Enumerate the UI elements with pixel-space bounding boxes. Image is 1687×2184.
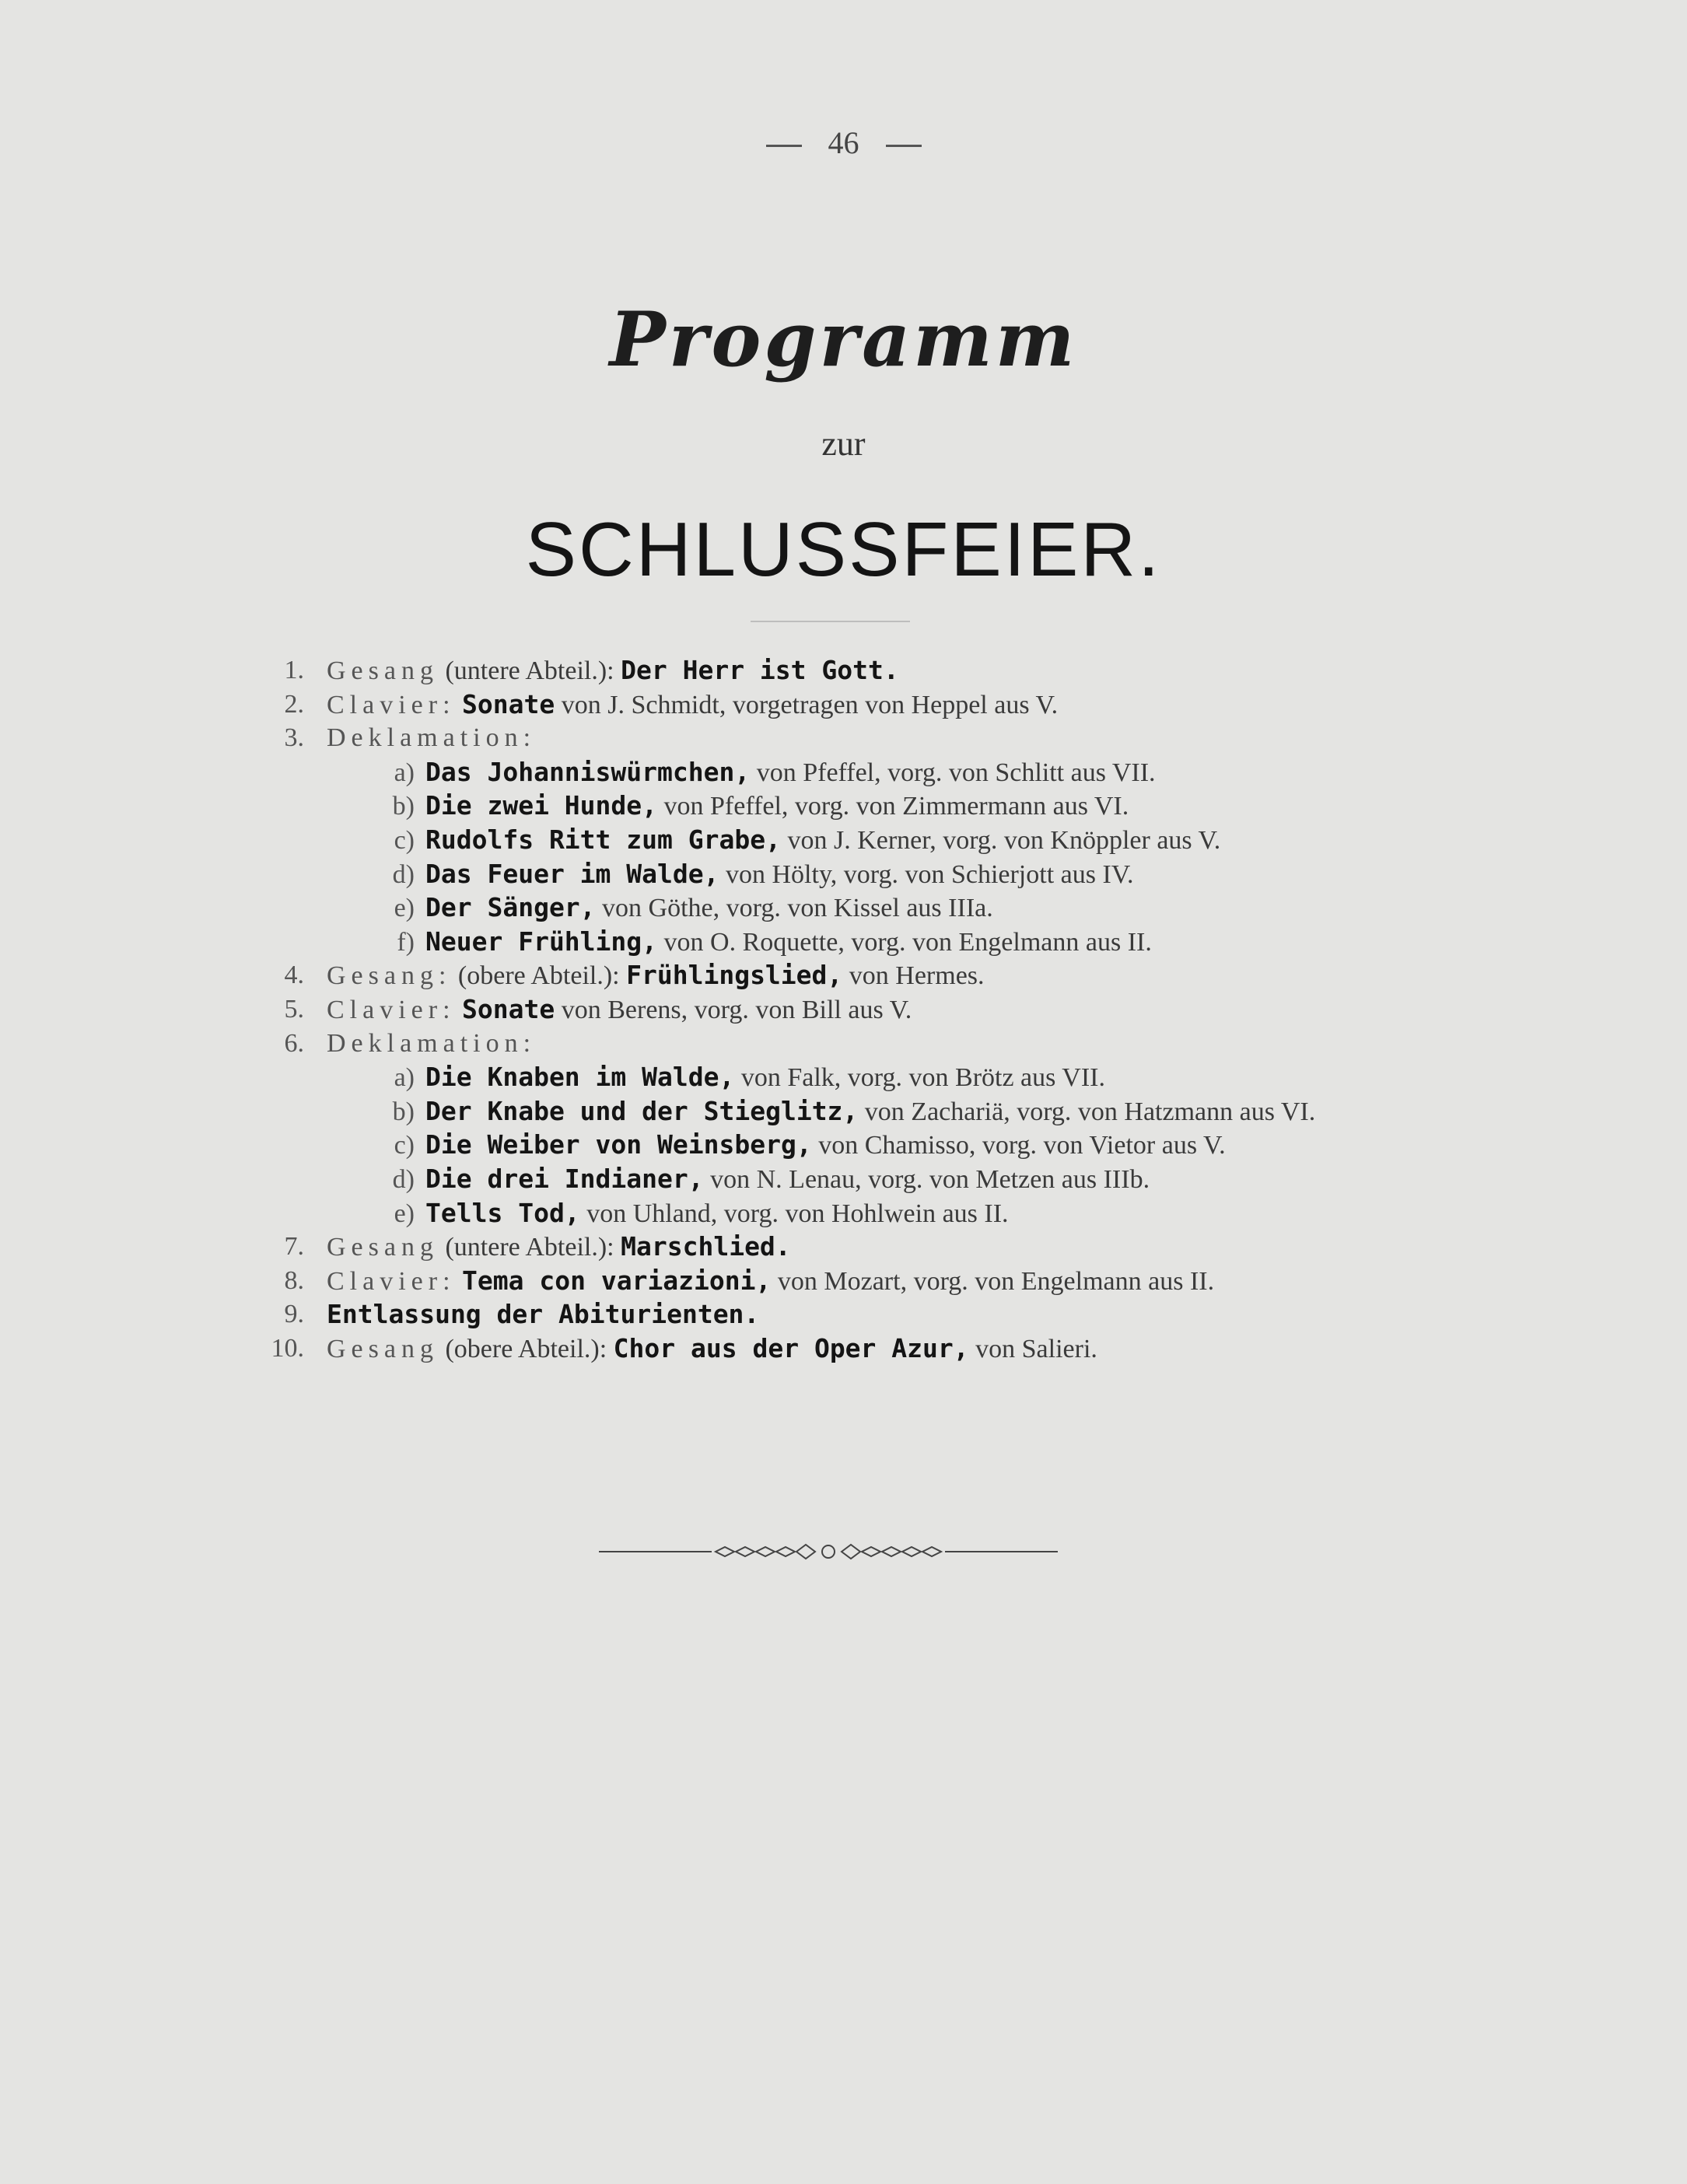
subitem-label: d) (392, 859, 415, 889)
subitem-content (385, 891, 993, 926)
item-number: 9. (284, 1300, 304, 1329)
item-work: Entlassung der Abiturienten. (327, 1299, 760, 1330)
dash-left (766, 145, 802, 147)
subitem-work: Der Sänger, (425, 892, 596, 923)
program-subitem (253, 1162, 1419, 1196)
item-number: 7. (284, 1232, 304, 1262)
subitem-content (385, 1060, 1105, 1095)
item-work: Marschlied. (621, 1231, 791, 1262)
item-rest: von Salieri. (975, 1334, 1097, 1363)
page-number-text: 46 (828, 125, 859, 160)
item-content (327, 1297, 759, 1332)
program-subitem (253, 823, 1419, 857)
subitem-label: b) (392, 1097, 415, 1126)
item-kind: Deklamation: (327, 723, 537, 753)
subitem-label: c) (394, 1131, 415, 1160)
subitem-rest: von Hölty, vorg. von Schierjott aus IV. (726, 859, 1134, 889)
item-detail: (obere Abteil.): (457, 961, 620, 991)
program-item (253, 1230, 1419, 1264)
subitem-label: e) (394, 1199, 415, 1228)
subitem-content (385, 1094, 1315, 1129)
subitem-rest: von N. Lenau, vorg. von Metzen aus IIIb. (710, 1164, 1150, 1194)
program-subitem (253, 891, 1419, 925)
program-item (253, 653, 1419, 688)
subitem-work: Die drei Indianer, (425, 1163, 704, 1194)
item-kind: Gesang (327, 1233, 439, 1262)
subitem-rest: von Uhland, vorg. von Hohlwein aus II. (586, 1199, 1009, 1228)
program-item (253, 1297, 1419, 1332)
item-number: 1. (284, 656, 304, 684)
page-title: Programm (609, 296, 1078, 383)
item-number: 8. (284, 1265, 304, 1295)
subitem-work: Die Weiber von Weinsberg, (425, 1129, 812, 1160)
item-content (327, 958, 985, 993)
item-kind: Gesang: (327, 961, 452, 991)
dash-right (886, 145, 922, 147)
subitem-work: Die Knaben im Walde, (425, 1062, 735, 1093)
subitem-content (385, 925, 1152, 960)
subitem-rest: von O. Roquette, vorg. von Engelmann aus II. (663, 927, 1152, 957)
item-number: 5. (284, 994, 304, 1024)
item-kind: Gesang (327, 1334, 439, 1363)
item-kind: Gesang (327, 656, 439, 685)
program-item (253, 721, 1419, 755)
item-work: Frühlingslied, (626, 960, 843, 991)
item-work: Sonate (462, 688, 555, 719)
item-work: Der Herr ist Gott. (621, 655, 899, 685)
program-subitem (253, 1094, 1419, 1129)
subitem-work: Tells Tod, (425, 1197, 580, 1228)
subitem-content (385, 1162, 1150, 1197)
subitem-rest: von Falk, vorg. von Brötz aus VII. (740, 1063, 1105, 1093)
subitem-content (385, 1196, 1009, 1231)
item-detail: (obere Abteil.): (445, 1334, 607, 1363)
item-content (327, 992, 912, 1027)
page-subtitle: zur (821, 425, 866, 463)
program-list (253, 653, 1419, 1365)
subitem-rest: von Zachariä, vorg. von Hatzmann aus VI. (864, 1097, 1316, 1126)
item-content (327, 1027, 536, 1061)
subitem-content (385, 823, 1220, 858)
program-item (253, 1264, 1419, 1298)
program-item (253, 1332, 1419, 1366)
program-item (253, 992, 1419, 1027)
subitem-label: a) (394, 758, 415, 787)
divider (751, 621, 910, 622)
subitem-label: b) (392, 792, 415, 821)
subitem-content (385, 857, 1133, 892)
item-rest: von Mozart, vorg. von Engelmann aus II. (777, 1266, 1215, 1296)
item-number: 3. (284, 723, 304, 753)
subitem-label: c) (394, 825, 415, 855)
item-work: Tema con variazioni, (462, 1265, 772, 1296)
program-item (253, 1027, 1419, 1061)
program-subitem (253, 1128, 1419, 1162)
subitem-work: Rudolfs Ritt zum Grabe, (425, 824, 781, 855)
program-subitem (253, 857, 1419, 891)
item-number: 2. (284, 689, 304, 719)
program-subitem (253, 1196, 1419, 1230)
item-content (327, 1264, 1214, 1299)
program-item (253, 688, 1419, 722)
subitem-rest: von Pfeffel, vorg. von Zimmermann aus VI. (663, 792, 1129, 821)
item-content (327, 1230, 791, 1265)
item-number: 10. (271, 1333, 304, 1363)
page-number (0, 124, 1687, 161)
page-heading: SCHLUSSFEIER. (525, 506, 1162, 592)
item-detail: (untere Abteil.): (445, 1233, 614, 1262)
item-kind: Deklamation: (327, 1028, 537, 1058)
subitem-label: f) (397, 927, 415, 957)
subitem-work: Das Johanniswürmchen, (425, 756, 751, 787)
subitem-work: Der Knabe und der Stieglitz, (425, 1095, 859, 1126)
subitem-work: Das Feuer im Walde, (425, 858, 719, 889)
program-subitem (253, 789, 1419, 823)
item-number: 6. (284, 1028, 304, 1058)
subitem-work: Die zwei Hunde, (425, 790, 658, 821)
item-kind: Clavier: (327, 995, 456, 1024)
subitem-rest: von J. Kerner, vorg. von Knöppler aus V. (787, 825, 1221, 855)
item-kind: Clavier: (327, 690, 456, 719)
item-content (327, 721, 536, 755)
program-subitem (253, 925, 1419, 959)
item-work: Sonate (462, 993, 555, 1024)
subitem-content (385, 1128, 1226, 1163)
item-rest: von Berens, vorg. von Bill aus V. (561, 995, 912, 1024)
subitem-content (385, 789, 1129, 824)
item-work: Chor aus der Oper Azur, (613, 1332, 969, 1363)
item-rest: von Hermes. (849, 961, 985, 991)
item-detail: (untere Abteil.): (445, 656, 614, 685)
item-kind: Clavier: (327, 1266, 456, 1296)
program-subitem (253, 1060, 1419, 1094)
subitem-rest: von Pfeffel, vorg. von Schlitt aus VII. (756, 758, 1156, 787)
ornament-divider (599, 1540, 1058, 1563)
subitem-rest: von Chamisso, vorg. von Vietor aus V. (818, 1131, 1226, 1160)
subitem-work: Neuer Frühling, (425, 926, 658, 957)
program-item (253, 958, 1419, 992)
subitem-rest: von Göthe, vorg. von Kissel aus IIIa. (602, 894, 993, 923)
item-content (327, 1332, 1097, 1367)
program-subitem (253, 755, 1419, 789)
subitem-label: d) (392, 1164, 415, 1194)
item-content (327, 688, 1058, 723)
item-number: 4. (284, 961, 304, 990)
subitem-label: a) (394, 1063, 415, 1093)
subitem-content (385, 755, 1156, 790)
item-rest: von J. Schmidt, vorgetragen von Heppel aus V. (561, 690, 1059, 719)
item-content (327, 653, 899, 688)
subitem-label: e) (394, 894, 415, 923)
